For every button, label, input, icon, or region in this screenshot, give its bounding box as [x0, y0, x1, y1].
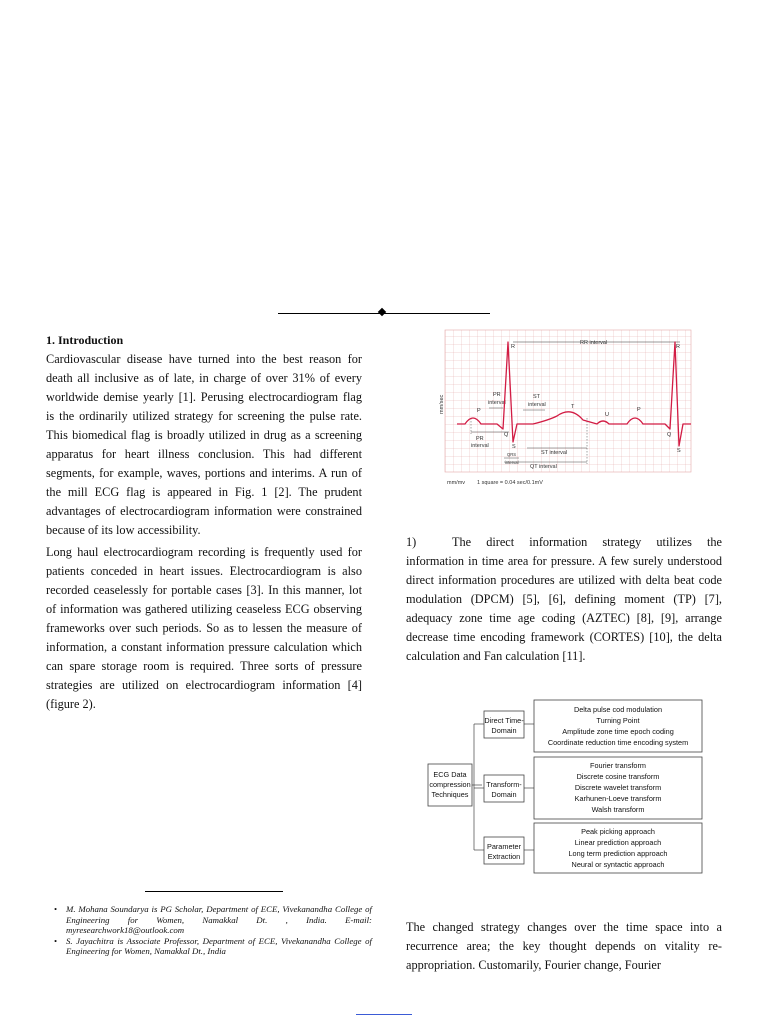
ecg-footer-units: mm/mv: [447, 480, 466, 486]
parameter-item: Long term prediction approach: [568, 849, 668, 858]
parameter-item: Peak picking approach: [581, 827, 655, 836]
q-wave-label-2: Q: [667, 432, 672, 438]
diamond-icon: [378, 308, 386, 316]
transform-item: Discrete wavelet transform: [574, 783, 662, 792]
section-heading: 1. Introduction: [46, 333, 124, 347]
root-line-3: Techniques: [431, 790, 469, 799]
root-line-1: ECG Data: [433, 770, 467, 779]
t-wave-label: T: [571, 404, 575, 410]
transform-item: Walsh transform: [591, 805, 645, 814]
transform-domain-label: Transform-: [486, 780, 522, 789]
parameter-extraction-label-2: Extraction: [487, 852, 521, 861]
transform-method-text: The changed strategy changes over the time space into a recurrence area; the key thought depends on vitality re-appropriation. Customarily, Fourier change, Fourier: [406, 920, 722, 972]
direct-item: Coordinate reduction time encoding system: [547, 738, 689, 747]
transform-method-paragraph: [406, 918, 722, 978]
footnote-author-1: • M. Mohana Soundarya is PG Scholar, Department of ECE, Vivekanandha College of Engineering for Women, Namakkal Dt. , India. E-mail: myresearchwork18@outlook.com: [54, 904, 372, 936]
pr-segment-label: PR: [493, 392, 501, 398]
intro-paragraph-1: Cardiovascular disease have turned into the best reason for death all inclusive as of late, in charge of over 31% of every worldwide demise yearly [1]. Perusing electrocardiogram flag is the ordinarily utilized strategy for screening the pulse rate. This biomedical flag is broadly utilized in drug as a screening apparatus for heart illness conclusion. This had different segments, for example, waves, portions and interims. A run of the mill ECG flag is appeared in Fig. 1 [2]. The prudent advantages of electrocardiogram information were constrained because of its low accessibility.: [46, 352, 362, 537]
direct-time-domain-label: Direct Time-: [484, 716, 524, 725]
qrs-label: QRS: [507, 452, 517, 457]
transform-item: Discrete cosine transform: [576, 772, 660, 781]
ecg-waveform-figure: [437, 328, 695, 492]
root-line-2: compression: [429, 780, 471, 789]
intro-paragraph-2: Long haul electrocardiogram recording is frequently used for patients conceded in heart issues. Electrocardiogram is also recorded ceaselessly for portable cases [3]. In this manner, lot of information was gathered utilizing ceaseless ECG observing frameworks over such periods. So as to lessen the measure of information, a constant information pressure calculation which can spare storage room is required. Three sorts of pressure strategies are utilized on electrocardiogram information [4] (figure 2).: [46, 545, 362, 711]
st-interval-label: ST interval: [541, 450, 568, 456]
parameter-item: Linear prediction approach: [574, 838, 662, 847]
transform-item: Karhunen-Loeve transform: [574, 794, 662, 803]
qrs-label-2: interval: [505, 460, 519, 465]
direct-item: Delta pulse cod modulation: [573, 705, 663, 714]
transform-item: Fourier transform: [590, 761, 646, 770]
direct-method-text: The direct information strategy utilizes the information in time area for pressure. A few surely understood direct information procedures are utilized with delta beat code modulation (DPCM) [5], [6], defining moment (TP) [7], adequacy zone time age coding (AZTEC) [8], [9], arrange decrease time encoding framework (CORTES) [10], the delta calculation and Fan calculation [11].: [406, 535, 722, 663]
st-segment-label: ST: [533, 394, 541, 400]
s-wave-label-2: S: [677, 448, 681, 454]
r-wave-label-2: R: [676, 344, 680, 350]
s-wave-label-1: S: [512, 444, 516, 450]
footnote-author-2: • S. Jayachitra is Associate Professor, Department of ECE, Vivekanandha College of Engineering for Women, Namakkal Dt., India: [54, 936, 372, 957]
direct-item: Amplitude zone time epoch coding: [562, 727, 674, 736]
rr-interval-label: RR interval: [580, 340, 608, 346]
qt-interval-label: QT interval: [530, 464, 557, 470]
u-wave-label: U: [605, 412, 609, 418]
section-separator: [278, 309, 490, 317]
transform-domain-label-2: Domain: [491, 790, 517, 799]
list-number: 1): [406, 535, 417, 549]
direct-method-paragraph: [406, 533, 722, 669]
author-footnotes: [54, 904, 372, 957]
q-wave-label-1: Q: [504, 432, 509, 438]
parameter-item: Neural or syntactic approach: [571, 860, 665, 869]
pr-interval-label: PR: [476, 436, 484, 442]
page-footer-link-line: [356, 1014, 412, 1015]
p-wave-label-1: P: [477, 408, 481, 414]
direct-item: Turning Point: [596, 716, 640, 725]
direct-time-domain-label-2: Domain: [491, 726, 517, 735]
ecg-footer-scale: 1 square = 0.04 sec/0.1mV: [477, 480, 543, 486]
pr-segment-label-2: interval: [488, 400, 506, 406]
compression-techniques-diagram: [424, 698, 706, 876]
st-segment-label-2: interval: [528, 402, 546, 408]
footnote-rule: [145, 891, 283, 892]
left-column: [46, 331, 362, 717]
pr-interval-label-2: interval: [471, 443, 489, 449]
ecg-ylabel: mm/sec: [439, 394, 445, 414]
parameter-extraction-label: Parameter: [486, 842, 522, 851]
p-wave-label-2: P: [637, 407, 641, 413]
r-wave-label-1: R: [511, 344, 515, 350]
